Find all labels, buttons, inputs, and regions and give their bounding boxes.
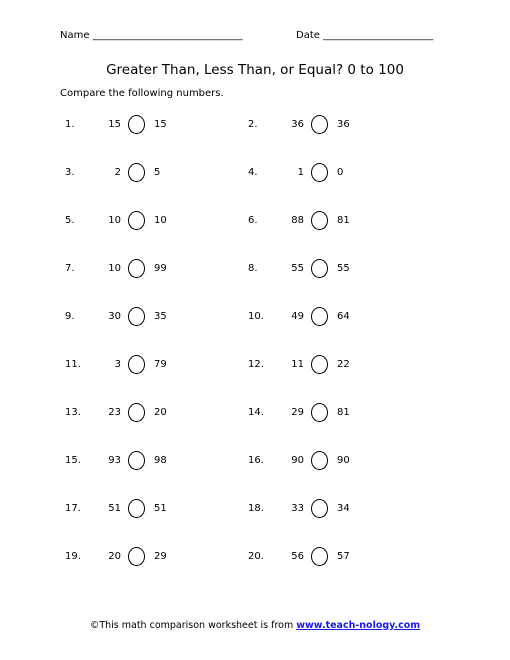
problem-item: [248, 401, 448, 425]
answer-circle[interactable]: [128, 211, 145, 230]
left-number: 3: [114, 359, 121, 370]
problem-item: [65, 497, 265, 521]
problem-number: 18.: [248, 503, 264, 514]
right-number: 35: [154, 311, 167, 322]
left-number: 36: [291, 119, 304, 130]
problem-number: 6.: [248, 215, 258, 226]
left-number: 20: [108, 551, 121, 562]
problem-item: [248, 257, 448, 281]
answer-circle[interactable]: [128, 403, 145, 422]
left-number: 10: [108, 215, 121, 226]
left-number: 93: [108, 455, 121, 466]
problem-item: [248, 353, 448, 377]
right-number: 34: [337, 503, 350, 514]
right-number: 64: [337, 311, 350, 322]
right-number: 22: [337, 359, 350, 370]
problem-number: 14.: [248, 407, 264, 418]
right-number: 81: [337, 407, 350, 418]
problem-number: 11.: [65, 359, 81, 370]
answer-circle[interactable]: [128, 355, 145, 374]
left-number: 55: [291, 263, 304, 274]
problem-item: [248, 545, 448, 569]
answer-circle[interactable]: [311, 115, 328, 134]
problem-number: 1.: [65, 119, 75, 130]
page-title: Greater Than, Less Than, or Equal? 0 to 100: [106, 62, 404, 78]
problem-item: [248, 305, 448, 329]
answer-circle[interactable]: [311, 211, 328, 230]
problem-number: 16.: [248, 455, 264, 466]
problem-item: [248, 161, 448, 185]
right-number: 98: [154, 455, 167, 466]
problem-number: 4.: [248, 167, 258, 178]
answer-circle[interactable]: [128, 547, 145, 566]
footer: [0, 620, 510, 631]
problem-item: [248, 449, 448, 473]
answer-circle[interactable]: [311, 355, 328, 374]
right-number: 79: [154, 359, 167, 370]
problem-item: [248, 113, 448, 137]
right-number: 5: [154, 167, 161, 178]
problem-item: [65, 209, 265, 233]
answer-circle[interactable]: [128, 163, 145, 182]
problem-number: 13.: [65, 407, 81, 418]
left-number: 88: [291, 215, 304, 226]
answer-circle[interactable]: [128, 115, 145, 134]
answer-circle[interactable]: [128, 307, 145, 326]
left-number: 51: [108, 503, 121, 514]
problem-number: 8.: [248, 263, 258, 274]
problem-number: 15.: [65, 455, 81, 466]
problem-number: 12.: [248, 359, 264, 370]
left-number: 49: [291, 311, 304, 322]
left-number: 29: [291, 407, 304, 418]
right-number: 81: [337, 215, 350, 226]
answer-circle[interactable]: [311, 499, 328, 518]
right-number: 55: [337, 263, 350, 274]
right-number: 20: [154, 407, 167, 418]
footer-text: ©This math comparison worksheet is from: [89, 620, 297, 631]
problem-item: [248, 209, 448, 233]
left-number: 1: [297, 167, 304, 178]
answer-circle[interactable]: [311, 259, 328, 278]
problem-item: [65, 353, 265, 377]
problem-number: 5.: [65, 215, 75, 226]
name-field-line[interactable]: Name ______________________________: [60, 30, 243, 41]
right-number: 15: [154, 119, 167, 130]
problem-item: [65, 161, 265, 185]
footer-link[interactable]: www.teach-nology.com: [296, 620, 421, 631]
left-number: 33: [291, 503, 304, 514]
answer-circle[interactable]: [311, 547, 328, 566]
right-number: 90: [337, 455, 350, 466]
date-field-line[interactable]: Date ______________________: [296, 30, 434, 41]
problem-item: [248, 497, 448, 521]
right-number: 0: [337, 167, 344, 178]
answer-circle[interactable]: [311, 403, 328, 422]
problem-number: 9.: [65, 311, 75, 322]
problem-item: [65, 449, 265, 473]
problem-number: 20.: [248, 551, 264, 562]
right-number: 29: [154, 551, 167, 562]
problem-item: [65, 113, 265, 137]
left-number: 56: [291, 551, 304, 562]
answer-circle[interactable]: [311, 163, 328, 182]
right-number: 36: [337, 119, 350, 130]
answer-circle[interactable]: [311, 451, 328, 470]
left-number: 15: [108, 119, 121, 130]
right-number: 10: [154, 215, 167, 226]
left-number: 23: [108, 407, 121, 418]
problem-item: [65, 305, 265, 329]
problem-number: 19.: [65, 551, 81, 562]
problem-item: [65, 257, 265, 281]
right-number: 99: [154, 263, 167, 274]
answer-circle[interactable]: [128, 499, 145, 518]
answer-circle[interactable]: [311, 307, 328, 326]
right-number: 51: [154, 503, 167, 514]
left-number: 2: [114, 167, 121, 178]
problem-number: 2.: [248, 119, 258, 130]
instructions: Compare the following numbers.: [60, 88, 224, 99]
problem-item: [65, 545, 265, 569]
left-number: 90: [291, 455, 304, 466]
problem-item: [65, 401, 265, 425]
left-number: 30: [108, 311, 121, 322]
problem-number: 7.: [65, 263, 75, 274]
left-number: 11: [291, 359, 304, 370]
problem-number: 3.: [65, 167, 75, 178]
left-number: 10: [108, 263, 121, 274]
problem-number: 10.: [248, 311, 264, 322]
right-number: 57: [337, 551, 350, 562]
problem-number: 17.: [65, 503, 81, 514]
answer-circle[interactable]: [128, 259, 145, 278]
answer-circle[interactable]: [128, 451, 145, 470]
